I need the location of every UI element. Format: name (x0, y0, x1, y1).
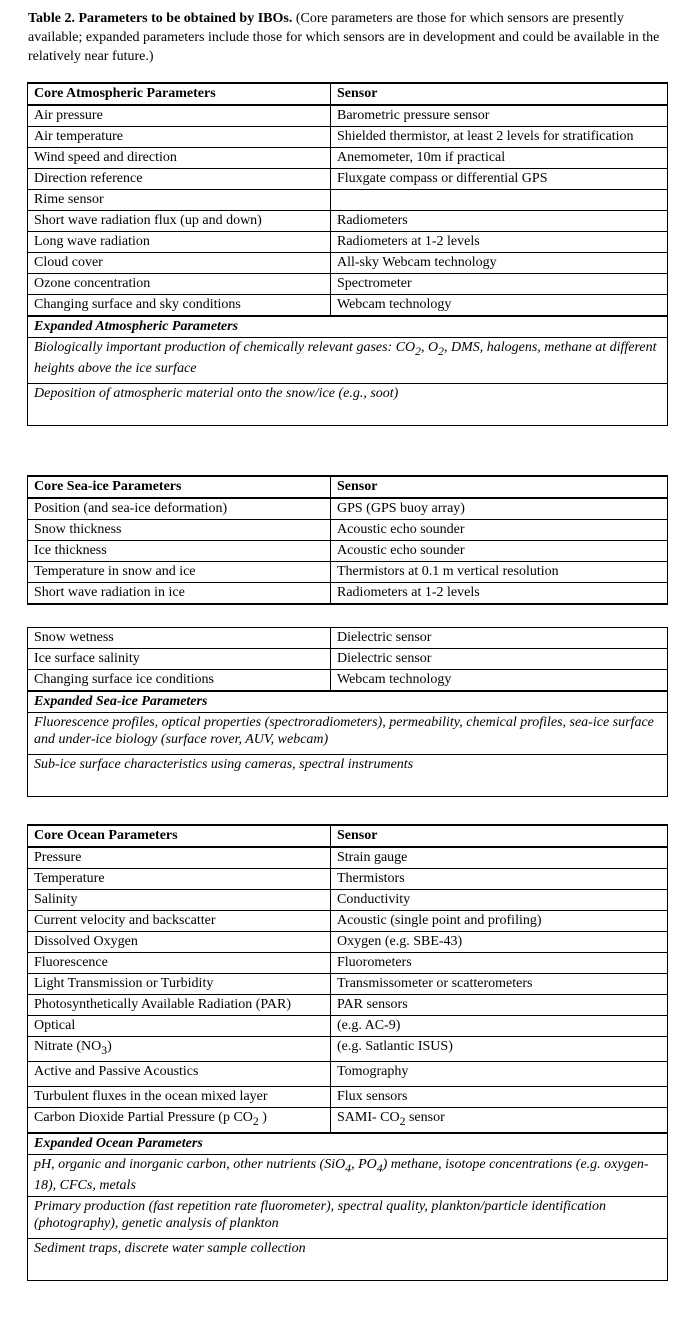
expanded-row (28, 713, 668, 755)
table-row (28, 847, 668, 869)
expanded-row (28, 1196, 668, 1238)
table-row (28, 911, 668, 932)
expanded-cell: Fluorescence profiles, optical properties (spectroradiometers), permeability, chemical profiles, sea-ice surface and under-ice biology (surface rover, AUV, webcam) (28, 713, 668, 755)
parameter-cell: Salinity (28, 890, 331, 911)
expanded-row (28, 338, 668, 384)
table-header-row (28, 476, 668, 498)
table-row (28, 541, 668, 562)
sensor-cell: Conductivity (331, 890, 668, 911)
table-row (28, 211, 668, 232)
sensor-cell: Flux sensors (331, 1087, 668, 1108)
parameter-cell: Optical (28, 1016, 331, 1037)
sensor-cell: Anemometer, 10m if practical (331, 148, 668, 169)
parameter-cell: Pressure (28, 847, 331, 869)
sensor-cell: Tomography (331, 1062, 668, 1087)
sensor-cell: Radiometers (331, 211, 668, 232)
table-row (28, 562, 668, 583)
sensor-cell: PAR sensors (331, 995, 668, 1016)
sensor-cell: Dielectric sensor (331, 649, 668, 670)
table-header-row (28, 825, 668, 847)
sensor-cell: Fluorometers (331, 953, 668, 974)
table-row (28, 974, 668, 995)
sensor-cell: SAMI- $CO_2$ sensor (331, 1108, 668, 1133)
parameter-cell: Changing surface and sky conditions (28, 295, 331, 317)
sensor-cell: Dielectric sensor (331, 628, 668, 649)
parameter-cell: Temperature (28, 869, 331, 890)
table-caption (28, 9, 668, 66)
sensor-cell: Barometric pressure sensor (331, 105, 668, 127)
parameter-cell: Fluorescence (28, 953, 331, 974)
expanded-ocean-title: Expanded Ocean Parameters (28, 1133, 668, 1155)
table-row (28, 190, 668, 211)
parameter-cell: Light Transmission or Turbidity (28, 974, 331, 995)
sensor-cell: Spectrometer (331, 274, 668, 295)
ocean-table (27, 824, 668, 1281)
sensor-cell: (e.g. AC-9) (331, 1016, 668, 1037)
expanded-cell: Sub-ice surface characteristics using cameras, spectral instruments (28, 755, 668, 797)
table-row (28, 274, 668, 295)
parameter-cell: Long wave radiation (28, 232, 331, 253)
parameter-cell: Wind speed and direction (28, 148, 331, 169)
sensor-cell: Webcam technology (331, 295, 668, 317)
header-parameter: Core Atmospheric Parameters (28, 83, 331, 105)
sensor-cell: Fluxgate compass or differential GPS (331, 169, 668, 190)
header-sensor: Sensor (331, 476, 668, 498)
header-parameter: Core Ocean Parameters (28, 825, 331, 847)
table-row (28, 1016, 668, 1037)
table-row (28, 498, 668, 520)
expanded-cell: Primary production (fast repetition rate fluorometer), spectral quality, plankton/particle identification (photography), genetic analysis of plankton (28, 1196, 668, 1238)
table-row (28, 1037, 668, 1062)
expanded-cell: Sediment traps, discrete water sample collection (28, 1238, 668, 1280)
parameter-cell: Changing surface ice conditions (28, 670, 331, 692)
expanded-cell: Biologically important production of chemically relevant gases: $CO_2$, $O_2$, DMS, halogens, methane at different heights above the ice surface (28, 338, 668, 384)
expanded-row (28, 1154, 668, 1196)
table-row (28, 232, 668, 253)
sensor-cell (331, 190, 668, 211)
parameter-cell: Air temperature (28, 127, 331, 148)
table-row (28, 169, 668, 190)
table-header-row (28, 83, 668, 105)
sensor-cell: Acoustic (single point and profiling) (331, 911, 668, 932)
parameter-cell: Photosynthetically Available Radiation (PAR) (28, 995, 331, 1016)
table-row (28, 295, 668, 317)
expanded-sea-ice-title: Expanded Sea-ice Parameters (28, 691, 668, 713)
sensor-cell: Strain gauge (331, 847, 668, 869)
table-row (28, 649, 668, 670)
caption-title: Table 2. Parameters to be obtained by IBOs. (28, 11, 293, 26)
table-row (28, 932, 668, 953)
sea-ice-table (27, 475, 668, 605)
caption-text: (Core parameters are those for which sensors are presently available; expanded parameters include those for which sensors are in development and could be available in the relatively near future.) (28, 11, 660, 64)
table-row (28, 148, 668, 169)
table-row (28, 628, 668, 649)
sensor-cell: Acoustic echo sounder (331, 541, 668, 562)
table-row (28, 869, 668, 890)
parameter-cell: Turbulent fluxes in the ocean mixed layer (28, 1087, 331, 1108)
table-row (28, 127, 668, 148)
parameter-cell: Ice thickness (28, 541, 331, 562)
header-parameter: Core Sea-ice Parameters (28, 476, 331, 498)
expanded-atmospheric-title: Expanded Atmospheric Parameters (28, 316, 668, 338)
header-sensor: Sensor (331, 825, 668, 847)
table-row (28, 1108, 668, 1133)
parameter-cell: Ice surface salinity (28, 649, 331, 670)
table-row (28, 670, 668, 692)
parameter-cell: Active and Passive Acoustics (28, 1062, 331, 1087)
sensor-cell: Thermistors at 0.1 m vertical resolution (331, 562, 668, 583)
sensor-cell: Shielded thermistor, at least 2 levels for stratification (331, 127, 668, 148)
expanded-cell: Deposition of atmospheric material onto the snow/ice (e.g., soot) (28, 384, 668, 426)
header-sensor: Sensor (331, 83, 668, 105)
table-row (28, 520, 668, 541)
expanded-row (28, 755, 668, 797)
sensor-cell: Radiometers at 1-2 levels (331, 583, 668, 605)
sensor-cell: Acoustic echo sounder (331, 520, 668, 541)
parameter-cell: Dissolved Oxygen (28, 932, 331, 953)
sensor-cell: Transmissometer or scatterometers (331, 974, 668, 995)
parameter-cell: Ozone concentration (28, 274, 331, 295)
parameter-cell: Temperature in snow and ice (28, 562, 331, 583)
table-row (28, 953, 668, 974)
table-row (28, 1062, 668, 1087)
expanded-cell: pH, organic and inorganic carbon, other nutrients (SiO$_4$, $PO_4$) methane, isotope concentrations (e.g. oxygen-18), CFCs, metals (28, 1154, 668, 1196)
expanded-header-row (28, 1133, 668, 1155)
table-row (28, 995, 668, 1016)
parameter-cell: Direction reference (28, 169, 331, 190)
expanded-header-row (28, 691, 668, 713)
parameter-cell: Rime sensor (28, 190, 331, 211)
parameter-cell: Snow thickness (28, 520, 331, 541)
table-row (28, 1087, 668, 1108)
expanded-row (28, 384, 668, 426)
atmospheric-table (27, 82, 668, 426)
parameter-cell: Current velocity and backscatter (28, 911, 331, 932)
sensor-cell: Webcam technology (331, 670, 668, 692)
expanded-header-row (28, 316, 668, 338)
table-row (28, 583, 668, 605)
parameter-cell: Cloud cover (28, 253, 331, 274)
sensor-cell: All-sky Webcam technology (331, 253, 668, 274)
sensor-cell: Radiometers at 1-2 levels (331, 232, 668, 253)
sensor-cell: Thermistors (331, 869, 668, 890)
parameter-cell: Nitrate $(NO_3)$ (28, 1037, 331, 1062)
table-row (28, 890, 668, 911)
sea-ice-table-continued (27, 627, 668, 797)
sensor-cell: (e.g. Satlantic ISUS) (331, 1037, 668, 1062)
parameter-cell: Short wave radiation in ice (28, 583, 331, 605)
expanded-row (28, 1238, 668, 1280)
sensor-cell: Oxygen (e.g. SBE-43) (331, 932, 668, 953)
parameter-cell: Position (and sea-ice deformation) (28, 498, 331, 520)
parameter-cell: Snow wetness (28, 628, 331, 649)
parameter-cell: Carbon Dioxide Partial Pressure (p $CO_2$ ) (28, 1108, 331, 1133)
parameter-cell: Air pressure (28, 105, 331, 127)
parameter-cell: Short wave radiation flux (up and down) (28, 211, 331, 232)
sensor-cell: GPS (GPS buoy array) (331, 498, 668, 520)
table-row (28, 105, 668, 127)
table-row (28, 253, 668, 274)
